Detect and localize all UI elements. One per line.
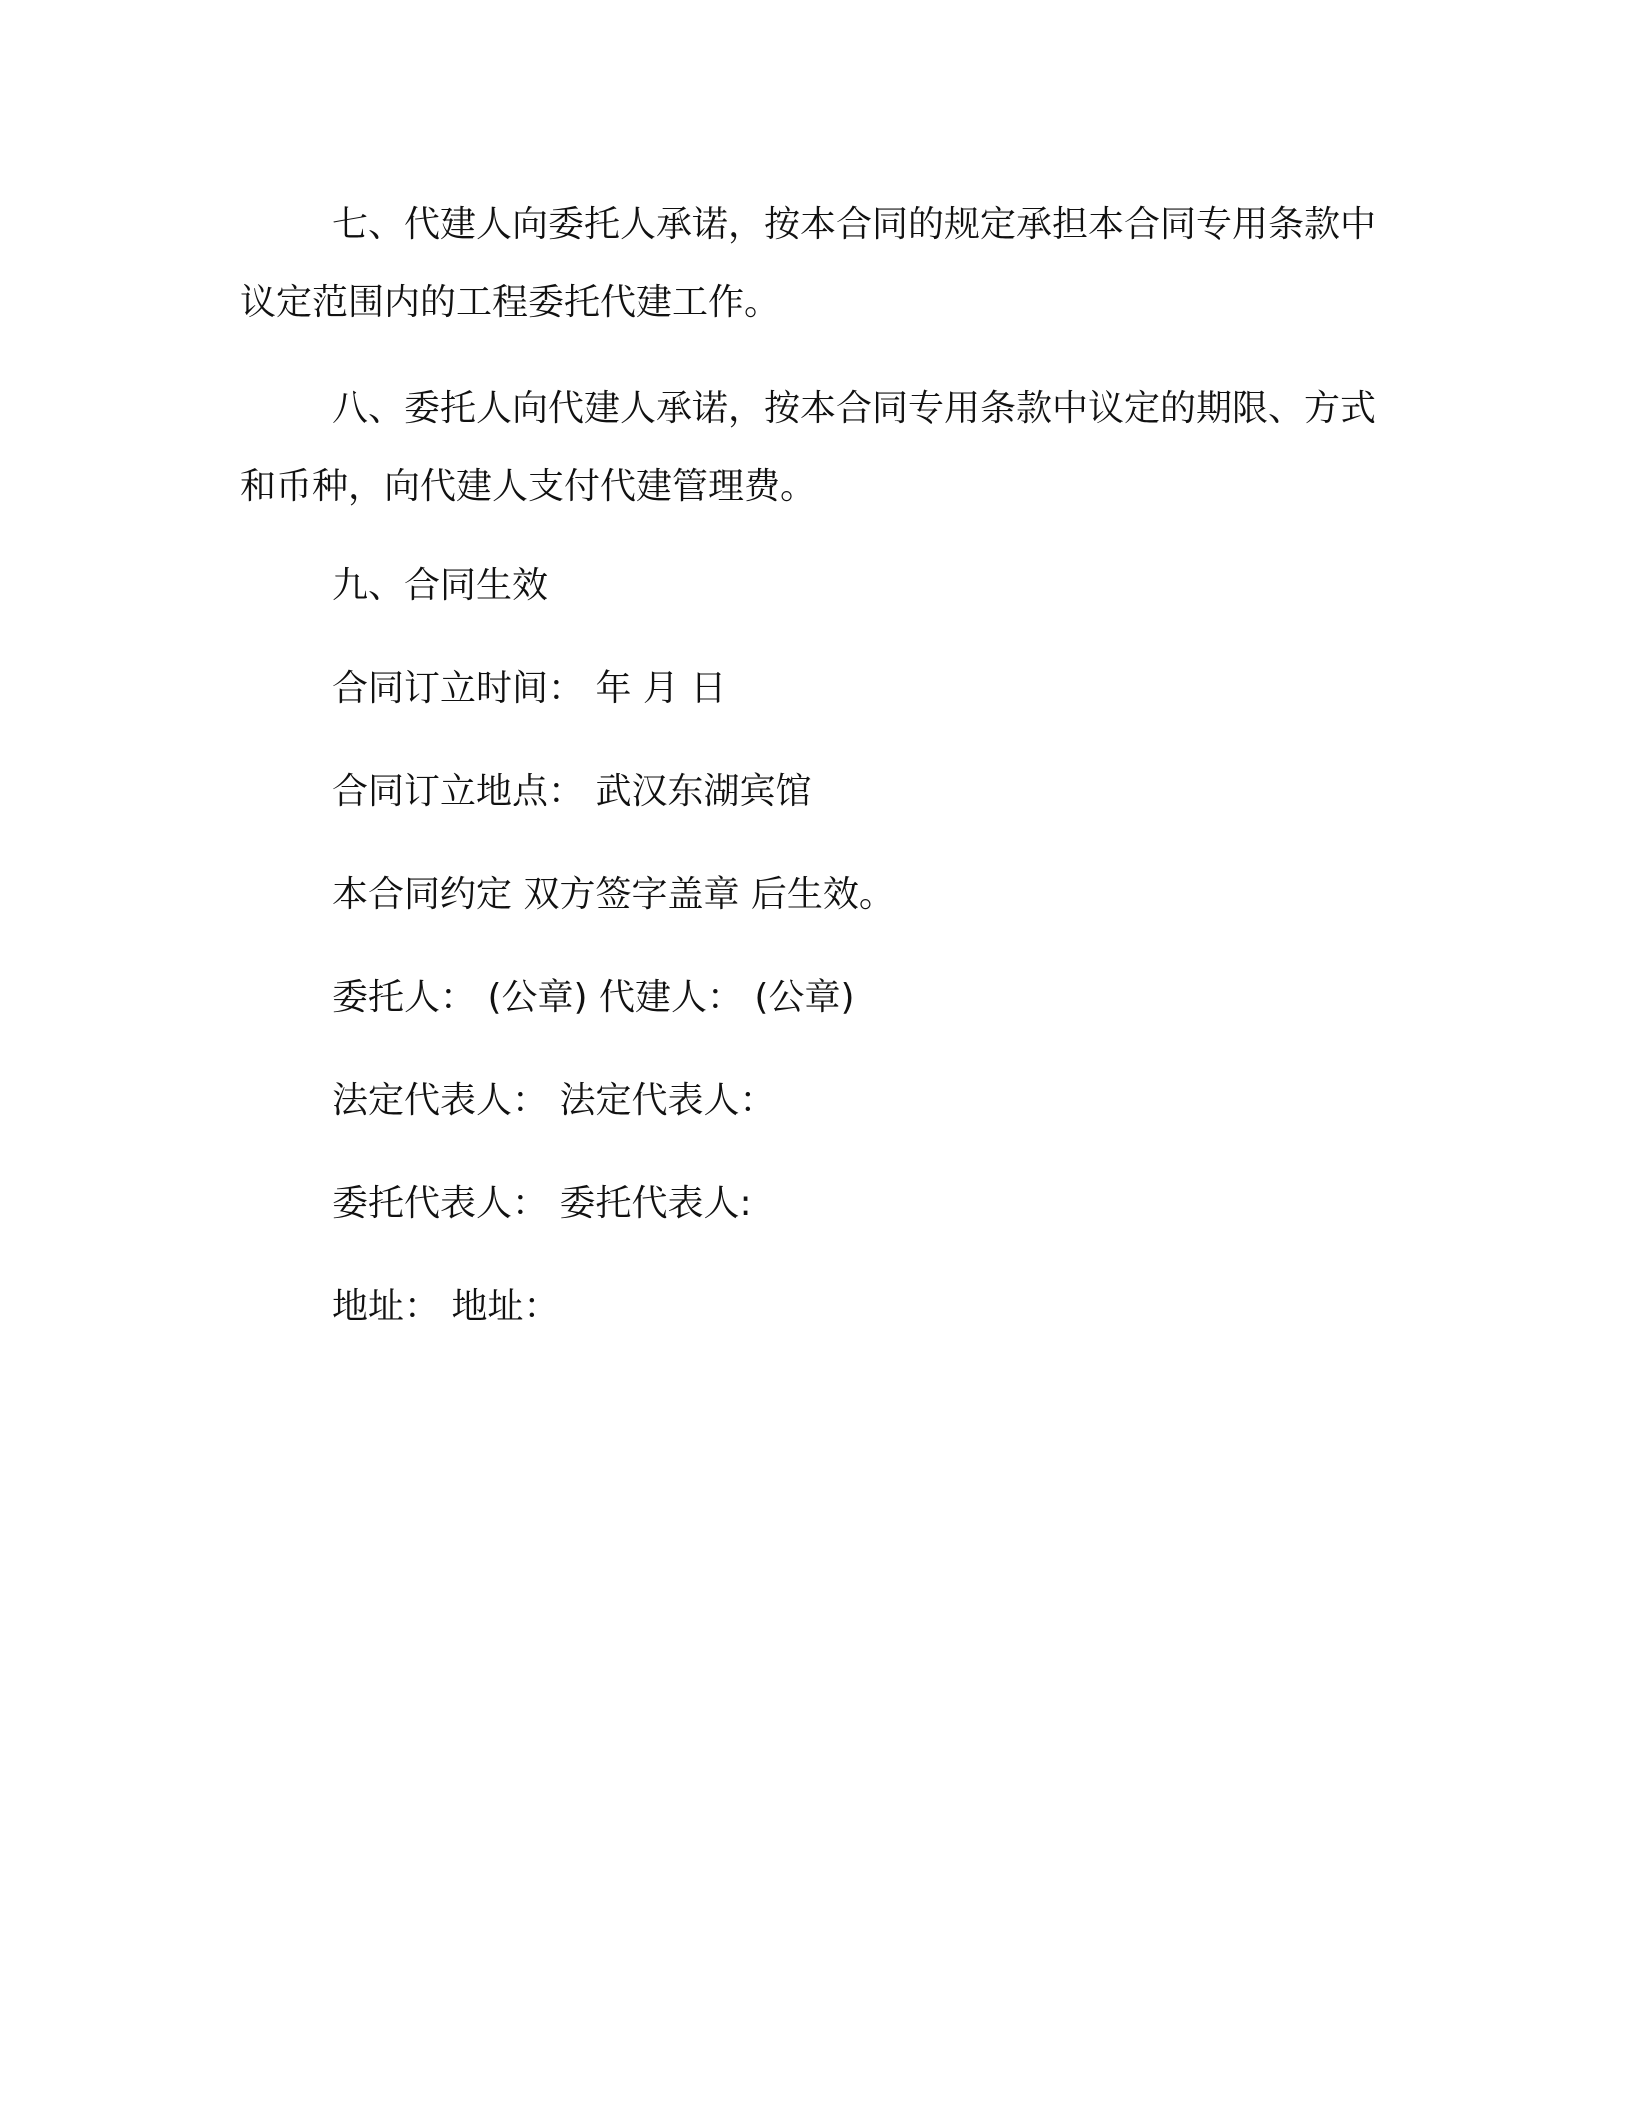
clause-eight-paragraph: 八、委托人向代建人承诺，按本合同专用条款中议定的期限、方式和币种，向代建人支付代建管理费。 [240,388,1377,507]
document-body [240,186,1380,1333]
legal-representative-line: 法定代表人： 法定代表人： [332,1080,776,1121]
effective-section [240,560,1380,1333]
authorized-representative-line: 委托代表人： 委托代表人: [332,1183,752,1224]
effective-condition-line: 本合同约定 双方签字盖章 后生效。 [332,874,895,915]
contract-date-line: 合同订立时间： 年 月 日 [332,668,727,709]
clause-nine-heading: 九、合同生效 [332,565,549,606]
address-line: 地址： 地址： [332,1286,560,1327]
contract-place-line: 合同订立地点： 武汉东湖宾馆 [332,771,812,812]
clause-seven-paragraph: 七、代建人向委托人承诺，按本合同的规定承担本合同专用条款中议定范围内的工程委托代建工作。 [240,204,1377,323]
parties-seal-line: 委托人： (公章) 代建人： (公章) [332,977,855,1018]
